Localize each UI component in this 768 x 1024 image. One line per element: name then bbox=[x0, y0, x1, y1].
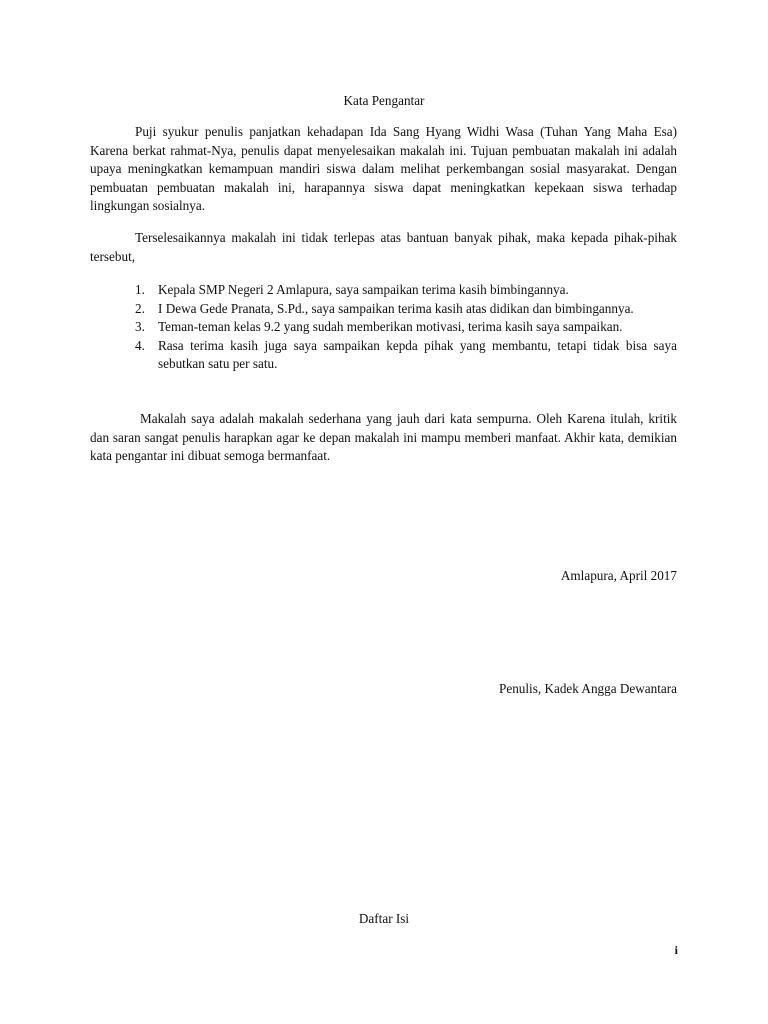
list-item-text: I Dewa Gede Pranata, S.Pd., saya sampaikan terima kasih atas didikan dan bimbingannya. bbox=[158, 300, 634, 316]
next-section-heading bbox=[0, 910, 768, 928]
list-item-text: Teman-teman kelas 9.2 yang sudah memberikan motivasi, terima kasih saya sampaikan. bbox=[158, 319, 623, 334]
list-item-text: Rasa terima kasih juga saya sampaikan kepda pihak yang membantu, tetapi tidak bisa saya sebutkan satu per satu. bbox=[158, 337, 677, 371]
paragraph-closing bbox=[90, 410, 677, 466]
paragraph-intro-text: Puji syukur penulis panjatkan kehadapan Ida Sang Hyang Widhi Wasa (Tuhan Yang Maha Esa) Karena berkat rahmat-Nya, penulis dapat menyelesaikan makalah ini. Tujuan pembuatan makalah ini adalah upaya meningkatkan kemampuan mandiri siswa dalam melihat perkembangan sosial masyarakat. Dengan pembuatan pembuatan makalah ini, harapannya siswa dapat meningkatkan kepekaan siswa terhadap lingkungan sosialnya. bbox=[90, 124, 677, 213]
list-item bbox=[90, 300, 677, 319]
paragraph-intro bbox=[90, 123, 677, 216]
place-date: Amlapura, April 2017 bbox=[560, 568, 677, 583]
list-item bbox=[90, 281, 677, 300]
list-item-text: Kepala SMP Negeri 2 Amlapura, saya sampaikan terima kasih bimbingannya. bbox=[158, 282, 569, 297]
list-item bbox=[90, 337, 677, 374]
paragraph-thanks-intro bbox=[90, 229, 677, 266]
list-item-number: 4. bbox=[135, 337, 145, 353]
list-item-number: 2. bbox=[135, 300, 145, 316]
next-section-heading-text: Daftar Isi bbox=[358, 911, 410, 926]
paragraph-thanks-intro-text: Terselesaikannya makalah ini tidak terlepas atas bantuan banyak pihak, maka kepada pihak-pihak tersebut, bbox=[90, 230, 677, 264]
list-item bbox=[90, 318, 677, 337]
list-item-number: 1. bbox=[135, 282, 145, 297]
paragraph-closing-text: Makalah saya adalah makalah sederhana yang jauh dari kata sempurna. Oleh Karena itulah, kritik dan saran sangat penulis harapkan agar ke depan makalah ini mampu memberi manfaat. Akhir kata, demikian kata pengantar ini dibuat semoga bermanfaat. bbox=[90, 411, 677, 463]
acknowledgement-list bbox=[90, 281, 677, 374]
page-title: Kata Pengantar bbox=[343, 93, 425, 108]
page-number: i bbox=[674, 943, 678, 957]
list-item-number: 3. bbox=[135, 319, 145, 334]
author-signature: Penulis, Kadek Angga Dewantara bbox=[499, 681, 677, 696]
